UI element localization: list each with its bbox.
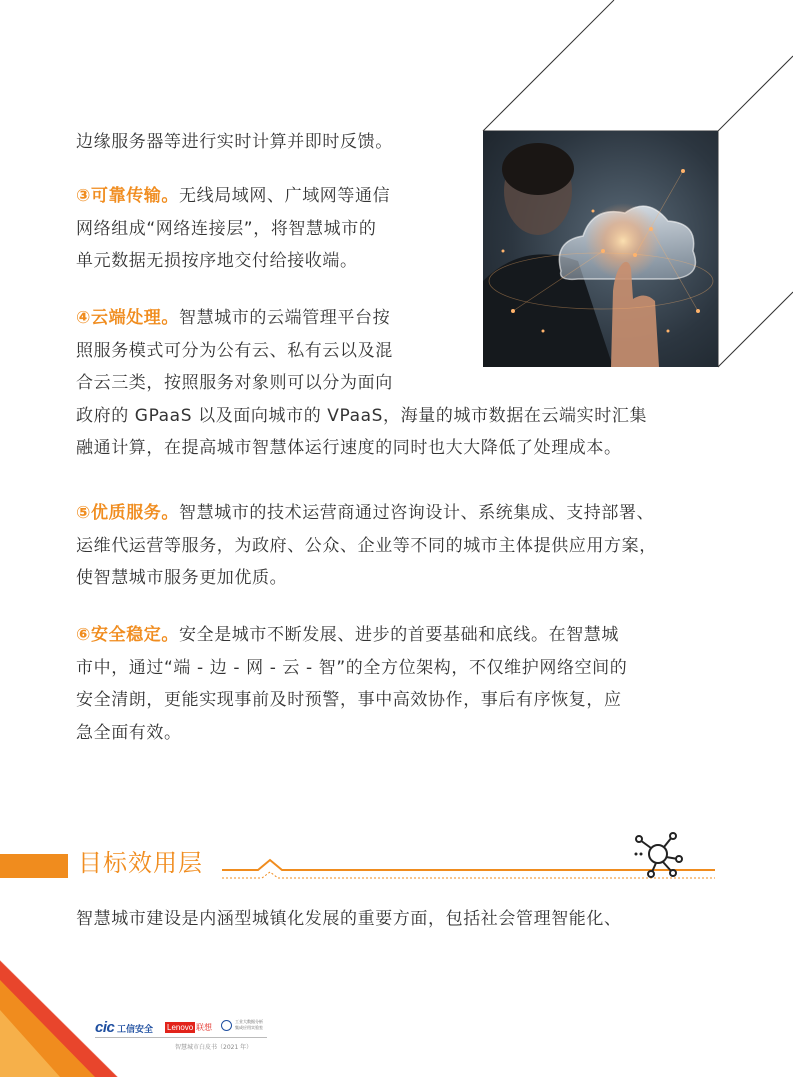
lab-logo-icon: [221, 1020, 232, 1031]
paragraph-line: 单元数据无损按序地交付给接收端。: [76, 251, 358, 271]
paragraph-line: 市中，通过“端 - 边 - 网 - 云 - 智”的全方位架构，不仅维护网络空间的: [76, 657, 628, 678]
paragraph-line: 合云三类，按照服务对象则可以分为面向: [76, 373, 393, 393]
footer-logos: [95, 1019, 295, 1037]
section-intro: [76, 903, 622, 936]
paragraph-security-stability: [76, 619, 627, 749]
paragraph-reliable-transmission: [76, 180, 390, 278]
paragraph-line: 智慧城市的云端管理平台按: [179, 308, 391, 328]
cic-logo: cic: [95, 1019, 115, 1036]
page-number: 29: [66, 994, 82, 1010]
paragraph-line: 无线局域网、广域网等通信: [179, 186, 391, 206]
paragraph-text: 边缘服务器等进行实时计算并即时反馈。: [76, 132, 393, 152]
lenovo-logo-cn: 联想: [196, 1023, 212, 1032]
paragraph-edge-computing-tail: [76, 126, 393, 159]
cic-logo-cn: 工信安全: [117, 1025, 154, 1035]
lenovo-logo: Lenovo: [167, 1023, 194, 1032]
paragraph-line: 安全清朗，更能实现事前及时预警，事中高效协作，事后有序恢复，应: [76, 690, 622, 710]
paragraph-quality-service: [76, 497, 657, 595]
paragraph-line: 智慧城市的技术运营商通过咨询设计、系统集成、支持部署、: [179, 503, 655, 523]
network-hub-icon: [632, 832, 684, 878]
paragraph-line: 使智慧城市服务更加优质。: [76, 568, 288, 588]
paragraph-line: 融通计算，在提高城市智慧体运行速度的同时也大大降低了处理成本。: [76, 438, 622, 458]
item-marker-6: ⑥安全稳定。: [76, 625, 179, 645]
paragraph-line: 安全是城市不断发展、进步的首要基础和底线。在智慧城: [179, 625, 619, 645]
paragraph-line: 网络组成“网络连接层”，将智慧城市的: [76, 218, 377, 239]
paragraph-line: 急全面有效。: [76, 722, 182, 743]
paragraph-line: 智慧城市建设是内涵型城镇化发展的重要方面，包括社会管理智能化、: [76, 909, 622, 929]
item-marker-5: ⑤优质服务。: [76, 503, 179, 523]
footer-caption: 智慧城市白皮书（2021 年）: [175, 1044, 253, 1051]
paragraph-line: 照服务模式可分为公有云、私有云以及混: [76, 340, 393, 361]
paragraph-line: 运维代运营等服务，为政府、公众、企业等不同的城市主体提供应用方案，: [76, 535, 657, 556]
lab-logo-line1: 工业大数据分析: [235, 1019, 263, 1024]
paragraph-cloud-processing: [76, 302, 647, 465]
lab-logo-line2: 集成应用实验室: [235, 1025, 263, 1030]
item-marker-3: ③可靠传输。: [76, 186, 179, 206]
footer-divider: [95, 1037, 267, 1038]
item-marker-4: ④云端处理。: [76, 308, 179, 328]
paragraph-line: 政府的 GPaaS 以及面向城市的 VPaaS，海量的城市数据在云端实时汇集: [76, 405, 648, 426]
section-title: 目标效用层: [78, 849, 203, 877]
